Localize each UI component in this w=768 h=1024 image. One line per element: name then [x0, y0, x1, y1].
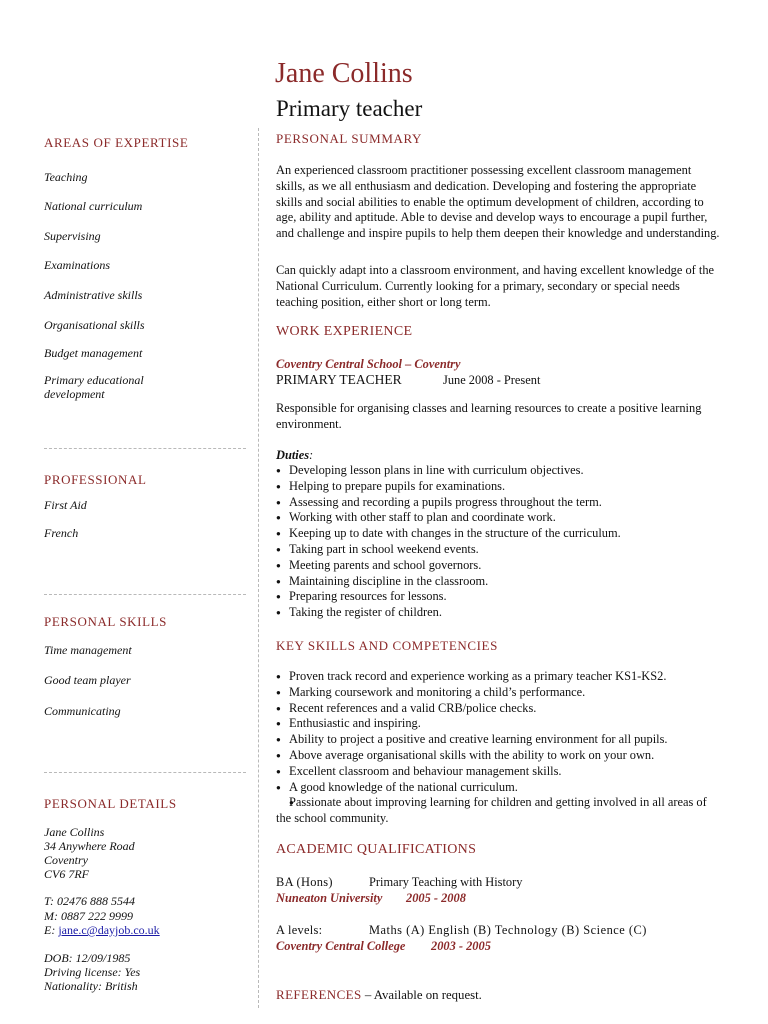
details-name: Jane Collins: [44, 825, 105, 839]
college: Coventry Central College: [276, 939, 406, 953]
alevels-subjects: Maths (A) English (B) Technology (B) Science (C): [369, 923, 647, 937]
university-dates: 2005 - 2008: [406, 891, 466, 905]
list-item: ● Taking the register of children.: [276, 605, 721, 621]
list-item: ● Keeping up to date with changes in the structure of the curriculum.: [276, 526, 721, 542]
list-item: ● Taking part in school weekend events.: [276, 542, 721, 558]
professional-heading: PROFESSIONAL: [44, 472, 147, 487]
job-title: Primary teacher: [276, 96, 423, 121]
details-address-line1: 34 Anywhere Road: [44, 839, 135, 853]
expertise-item: Teaching: [44, 170, 88, 184]
personal-skill-item: Communicating: [44, 704, 121, 718]
list-item: ● Preparing resources for lessons.: [276, 589, 721, 605]
degree-label: BA (Hons): [276, 875, 333, 889]
details-email-label: E:: [44, 923, 59, 937]
academic-heading: ACADEMIC QUALIFICATIONS: [276, 842, 477, 857]
details-mobile: M: 0887 222 9999: [44, 909, 133, 923]
skills-list: [276, 669, 721, 827]
work-heading: WORK EXPERIENCE: [276, 324, 413, 339]
expertise-item: Supervising: [44, 229, 101, 243]
job-dates: June 2008 - Present: [443, 373, 541, 387]
list-item: ● Ability to project a positive and creative learning environment for all pupils.: [276, 732, 721, 748]
professional-item: First Aid: [44, 498, 87, 512]
duties-label-row: [276, 448, 313, 463]
list-item: ● Excellent classroom and behaviour management skills.: [276, 764, 721, 780]
summary-paragraph-1: An experienced classroom practitioner possessing excellent classroom management skills, as we all enthusiasm and dedication. Developing and fostering the appropriate skills and social abilities to enable the optimum development of children, according to age, ability and aptitude. Able to devise and develop ways to encourage a pupil further, and challenge and inspire pupils to help them deepen their knowledge and understanding.: [276, 163, 720, 241]
expertise-item: Budget management: [44, 346, 143, 360]
job-role: PRIMARY TEACHER: [276, 372, 402, 387]
job-description: Responsible for organising classes and learning resources to create a positive learning environment.: [276, 401, 702, 431]
details-email-row: [44, 923, 160, 937]
professional-item: French: [44, 526, 79, 540]
list-item: ● Recent references and a valid CRB/police checks.: [276, 701, 721, 717]
email-link[interactable]: jane.c@dayjob.co.uk: [58, 923, 160, 937]
list-item: ● A good knowledge of the national curriculum.: [276, 780, 721, 796]
list-item: ● Developing lesson plans in line with curriculum objectives.: [276, 463, 721, 479]
duties-list: [276, 463, 721, 621]
sidebar-divider: [44, 772, 246, 773]
list-item: ● Marking coursework and monitoring a child’s performance.: [276, 685, 721, 701]
expertise-item: Primary educational development: [44, 373, 144, 401]
skills-heading: KEY SKILLS AND COMPETENCIES: [276, 638, 498, 653]
details-dob: DOB: 12/09/1985: [44, 951, 131, 965]
expertise-item: National curriculum: [44, 199, 143, 213]
summary-heading: PERSONAL SUMMARY: [276, 131, 423, 146]
list-item: ● Meeting parents and school governors.: [276, 558, 721, 574]
sidebar-divider: [44, 594, 246, 595]
list-item: ● Proven track record and experience working as a primary teacher KS1-KS2.: [276, 669, 721, 685]
personal-details-heading: PERSONAL DETAILS: [44, 796, 177, 811]
personal-skill-item: Time management: [44, 643, 132, 657]
candidate-name: Jane Collins: [275, 58, 413, 89]
list-item: ● Assessing and recording a pupils progress throughout the term.: [276, 495, 721, 511]
summary-paragraph-2: Can quickly adapt into a classroom environment, and having excellent knowledge of the National Curriculum. Currently looking for a primary, secondary or special needs teaching position, either short or long term.: [276, 263, 715, 309]
list-item: ● Working with other staff to plan and coordinate work.: [276, 510, 721, 526]
list-item: ● Passionate about improving learning for children and getting involved in all areas of the school community.: [276, 795, 721, 827]
expertise-item: Organisational skills: [44, 318, 145, 332]
column-divider: [258, 128, 259, 1008]
details-license: Driving license: Yes: [44, 965, 141, 979]
university: Nuneaton University: [276, 891, 383, 905]
list-item: ● Above average organisational skills with the ability to work on your own.: [276, 748, 721, 764]
expertise-heading: AREAS OF EXPERTISE: [44, 135, 189, 150]
sidebar-divider: [44, 448, 246, 449]
details-phone: T: 02476 888 5544: [44, 894, 136, 908]
details-address-line2: Coventry: [44, 853, 88, 867]
list-item: ● Helping to prepare pupils for examinations.: [276, 479, 721, 495]
references-text: – Available on request.: [361, 988, 482, 1002]
alevels-label: A levels:: [276, 923, 323, 937]
personal-skills-heading: PERSONAL SKILLS: [44, 614, 168, 629]
details-postcode: CV6 7RF: [44, 867, 89, 881]
degree-subject: Primary Teaching with History: [369, 875, 523, 889]
references-row: [276, 987, 482, 1003]
references-heading: REFERENCES: [276, 987, 362, 1002]
personal-skill-item: Good team player: [44, 673, 131, 687]
duties-label: Duties: [276, 448, 310, 462]
college-dates: 2003 - 2005: [431, 939, 491, 953]
expertise-item: Examinations: [44, 258, 110, 272]
duties-colon: :: [309, 448, 314, 462]
employer: Coventry Central School – Coventry: [276, 357, 461, 371]
details-nationality: Nationality: British: [44, 979, 138, 993]
expertise-item: Administrative skills: [44, 288, 143, 302]
list-item: ● Maintaining discipline in the classroom.: [276, 574, 721, 590]
list-item: ● Enthusiastic and inspiring.: [276, 716, 721, 732]
